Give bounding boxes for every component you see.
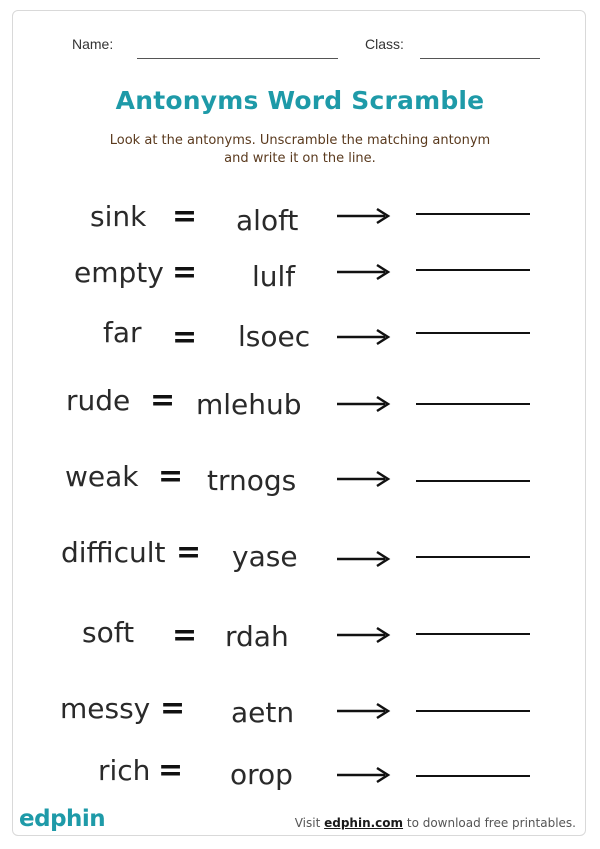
- scrambled-word: orop: [230, 758, 293, 791]
- edphin-link[interactable]: edphin.com: [324, 816, 404, 830]
- class-label: Class:: [365, 36, 404, 52]
- footer-note: [295, 816, 576, 830]
- scrambled-word: aloft: [236, 204, 299, 237]
- answer-line[interactable]: [416, 775, 530, 777]
- antonym-word: weak: [65, 460, 139, 493]
- right-arrow-icon: [335, 324, 393, 350]
- antonym-word: messy: [60, 692, 151, 725]
- antonym-word: difficult: [61, 536, 166, 569]
- right-arrow-icon: [335, 622, 393, 648]
- equals-sign: =: [158, 459, 184, 494]
- equals-sign: =: [172, 199, 198, 234]
- scrambled-word: lulf: [252, 260, 296, 293]
- answer-line[interactable]: [416, 403, 530, 405]
- right-arrow-icon: [335, 698, 393, 724]
- answer-line[interactable]: [416, 332, 530, 334]
- antonym-row: [0, 754, 600, 794]
- scrambled-word: aetn: [231, 696, 295, 729]
- answer-line[interactable]: [416, 556, 530, 558]
- antonym-row: [0, 200, 600, 240]
- scrambled-word: mlehub: [196, 388, 302, 421]
- scrambled-word: lsoec: [238, 320, 311, 353]
- answer-line[interactable]: [416, 710, 530, 712]
- equals-sign: =: [158, 753, 184, 788]
- antonym-word: rich: [98, 754, 151, 787]
- right-arrow-icon: [335, 391, 393, 417]
- scrambled-word: trnogs: [207, 464, 297, 497]
- antonym-word: rude: [66, 384, 131, 417]
- equals-sign: =: [172, 320, 198, 355]
- scrambled-word: yase: [232, 540, 298, 573]
- equals-sign: =: [172, 618, 198, 653]
- footer-prefix: Visit: [294, 816, 325, 830]
- right-arrow-icon: [335, 203, 393, 229]
- instructions-line-1: Look at the antonyms. Unscramble the matching antonym: [109, 133, 491, 148]
- antonym-row: [0, 692, 600, 732]
- answer-line[interactable]: [416, 213, 530, 215]
- equals-sign: =: [150, 383, 176, 418]
- antonym-word: sink: [90, 200, 147, 233]
- name-label: Name:: [72, 36, 114, 52]
- right-arrow-icon: [335, 466, 393, 492]
- answer-line[interactable]: [416, 633, 530, 635]
- instructions-line-2: and write it on the line.: [224, 151, 376, 166]
- antonym-word: empty: [74, 256, 164, 289]
- instructions: [60, 132, 540, 168]
- edphin-logo[interactable]: edphin: [19, 806, 106, 832]
- worksheet-title: Antonyms Word Scramble: [115, 86, 485, 115]
- antonym-row: [0, 256, 600, 296]
- antonym-row: [0, 316, 600, 356]
- antonym-row: [0, 616, 600, 656]
- equals-sign: =: [172, 255, 198, 290]
- antonym-row: [0, 536, 600, 576]
- answer-line[interactable]: [416, 269, 530, 271]
- antonym-row: [0, 384, 600, 424]
- right-arrow-icon: [335, 762, 393, 788]
- name-line[interactable]: [137, 58, 338, 59]
- footer-suffix: to download free printables.: [403, 816, 576, 830]
- antonym-row: [0, 460, 600, 500]
- equals-sign: =: [160, 691, 186, 726]
- class-line[interactable]: [420, 58, 540, 59]
- right-arrow-icon: [335, 546, 393, 572]
- antonym-word: far: [103, 316, 142, 349]
- antonym-word: soft: [82, 616, 135, 649]
- equals-sign: =: [176, 535, 202, 570]
- scrambled-word: rdah: [225, 620, 289, 653]
- right-arrow-icon: [335, 259, 393, 285]
- answer-line[interactable]: [416, 480, 530, 482]
